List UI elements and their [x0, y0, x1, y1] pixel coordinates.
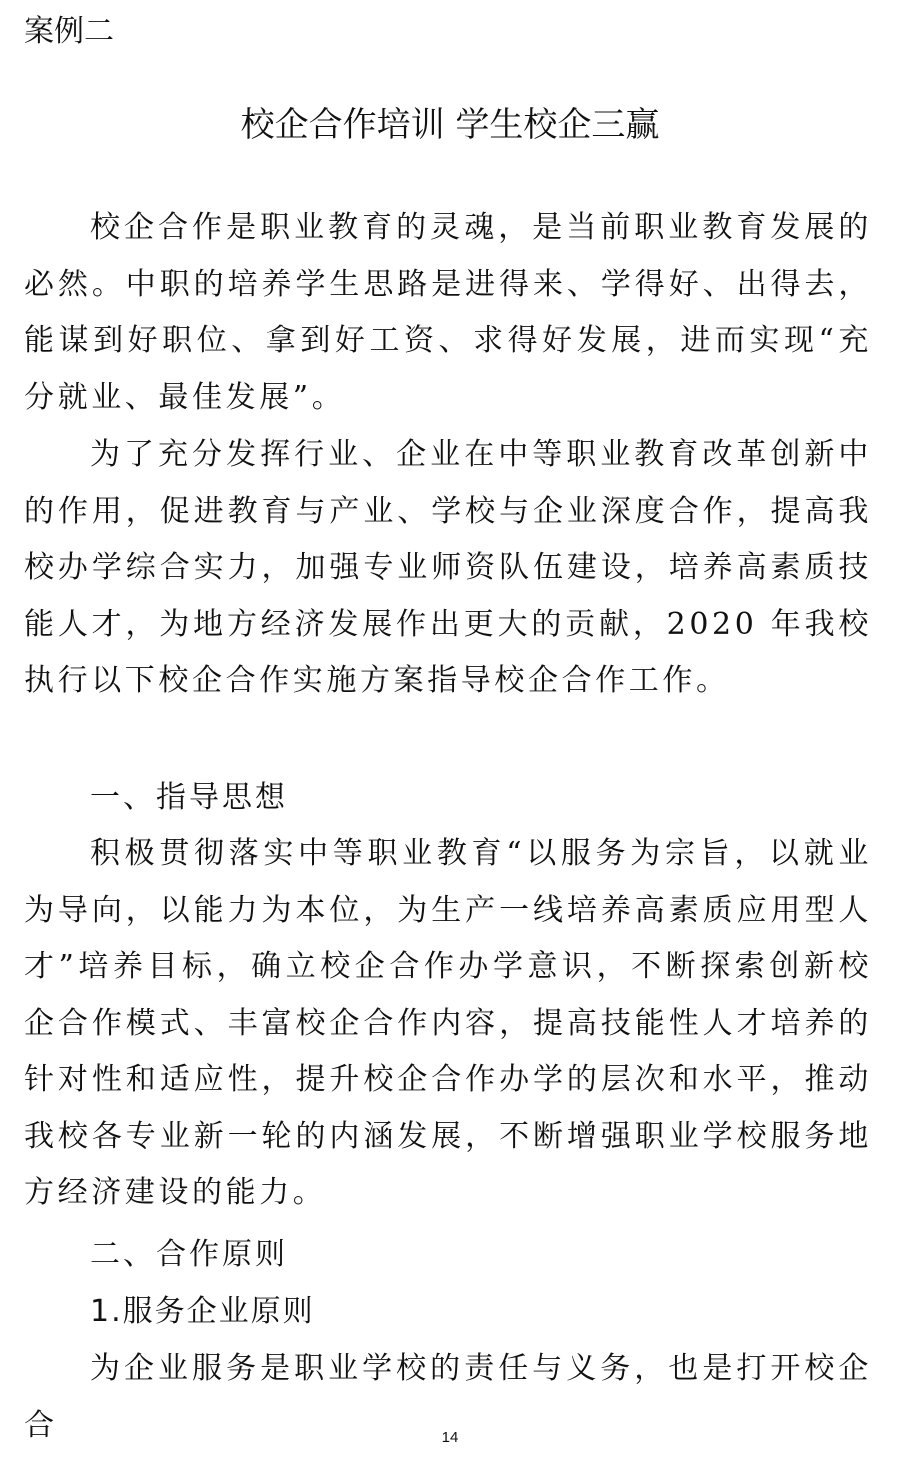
- page-title: 校企合作培训 学生校企三赢: [240, 105, 660, 145]
- section-2-subheading: 1.服务企业原则: [90, 1294, 315, 1329]
- intro-paragraph-1: 校企合作是职业教育的灵魂，是当前职业教育发展的必然。中职的培养学生思路是进得来、学得好、出得去，能谋到好职位、拿到好工资、求得好发展，进而实现“充分就业、最佳发展”。: [24, 210, 872, 415]
- case-label: 案例二: [24, 14, 114, 49]
- section-2-heading: 二、合作原则: [90, 1237, 288, 1272]
- section-2-paragraph: 为企业服务是职业学校的责任与义务，也是打开校企合: [24, 1351, 872, 1443]
- section-1-heading: 一、指导思想: [90, 780, 288, 815]
- page-number: 14: [441, 1429, 459, 1446]
- section-1-paragraph: 积极贯彻落实中等职业教育“以服务为宗旨，以就业为导向，以能力为本位，为生产一线培养高素质应用型人才”培养目标，确立校企合作办学意识，不断探索创新校企合作模式、丰富校企合作内容，提高技能性人才培养的针对性和适应性，提升校企合作办学的层次和水平，推动我校各专业新一轮的内涵发展，不断增强职业学校服务地方经济建设的能力。: [24, 836, 872, 1210]
- intro-paragraph-2: 为了充分发挥行业、企业在中等职业教育改革创新中的作用，促进教育与产业、学校与企业深度合作，提高我校办学综合实力，加强专业师资队伍建设，培养高素质技能人才，为地方经济发展作出更大的贡献，2020 年我校执行以下校企合作实施方案指导校企合作工作。: [24, 437, 872, 698]
